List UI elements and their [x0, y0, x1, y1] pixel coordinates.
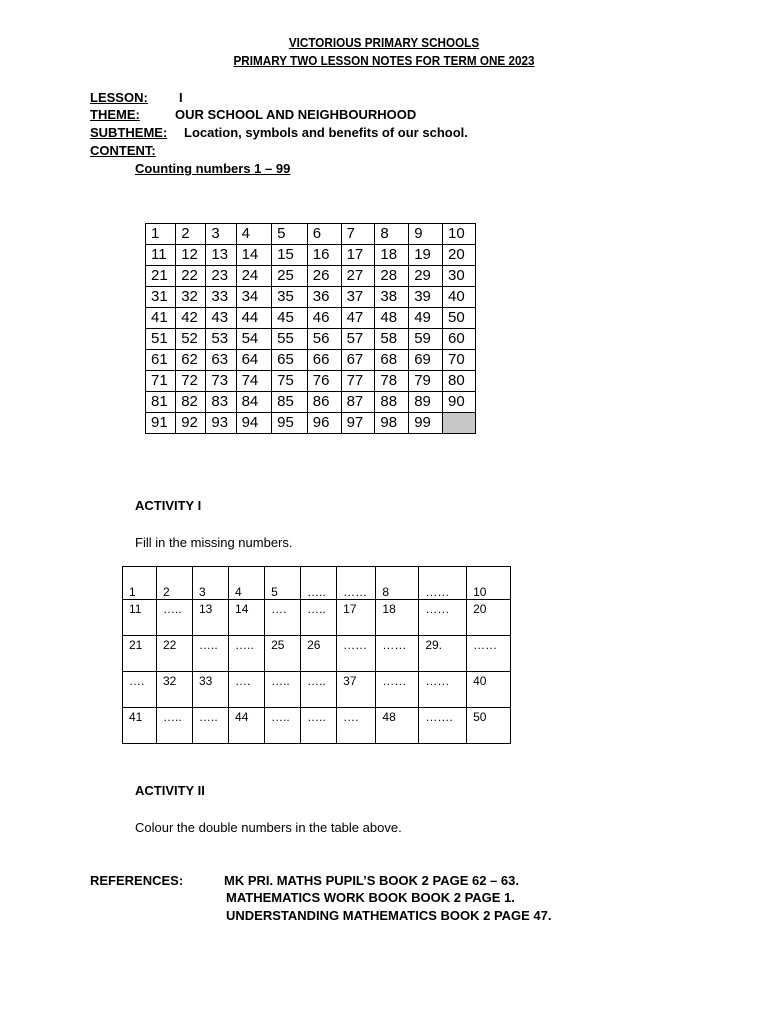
activity-cell: …… [419, 672, 467, 708]
grid-cell: 71 [146, 371, 176, 392]
activity-cell: ….. [301, 672, 337, 708]
activity-cell: 14 [229, 600, 265, 636]
activity-cell: ……. [419, 708, 467, 744]
grid-row [146, 413, 476, 434]
activity2-heading: ACTIVITY II [135, 783, 205, 798]
grid-cell: 86 [307, 392, 341, 413]
grid-cell: 49 [409, 308, 443, 329]
activity-cell: 33 [192, 672, 228, 708]
activity-cell: 4 [229, 567, 265, 600]
grid-cell: 47 [341, 308, 375, 329]
activity-cell: ….. [301, 600, 337, 636]
grid-cell: 84 [236, 392, 272, 413]
grid-cell-shaded [443, 413, 476, 434]
grid-cell: 60 [443, 329, 476, 350]
activity-cell: 2 [156, 567, 192, 600]
activity-cell: ….. [301, 708, 337, 744]
grid-cell: 72 [176, 371, 206, 392]
grid-cell: 35 [272, 287, 308, 308]
grid-cell: 39 [409, 287, 443, 308]
grid-cell: 16 [307, 245, 341, 266]
grid-cell: 11 [146, 245, 176, 266]
grid-cell: 34 [236, 287, 272, 308]
activity-cell: 41 [123, 708, 157, 744]
grid-cell: 46 [307, 308, 341, 329]
references-label: REFERENCES: [90, 873, 184, 888]
activity-cell: …… [376, 672, 419, 708]
grid-cell: 69 [409, 350, 443, 371]
grid-row [146, 329, 476, 350]
grid-cell: 70 [443, 350, 476, 371]
grid-cell: 14 [236, 245, 272, 266]
hundred-grid [145, 223, 476, 434]
activity-cell: 20 [467, 600, 511, 636]
grid-cell: 37 [341, 287, 375, 308]
grid-cell: 36 [307, 287, 341, 308]
grid-cell: 82 [176, 392, 206, 413]
grid-cell: 18 [375, 245, 409, 266]
grid-cell: 30 [443, 266, 476, 287]
activity-cell: 32 [156, 672, 192, 708]
missing-numbers-table [122, 566, 511, 744]
grid-cell: 79 [409, 371, 443, 392]
activity-cell: ….. [156, 708, 192, 744]
grid-cell: 97 [341, 413, 375, 434]
grid-cell: 25 [272, 266, 308, 287]
grid-cell: 17 [341, 245, 375, 266]
grid-cell: 56 [307, 329, 341, 350]
subtheme-value: Location, symbols and benefits of our school. [184, 125, 468, 140]
grid-row [146, 245, 476, 266]
activity-cell: ….. [192, 708, 228, 744]
activity-cell: 10 [467, 567, 511, 600]
subtheme-label: SUBTHEME: [90, 125, 168, 140]
activity-cell: 5 [265, 567, 301, 600]
document-subtitle: PRIMARY TWO LESSON NOTES FOR TERM ONE 2023 [233, 53, 535, 68]
activity-cell: 29. [419, 636, 467, 672]
reference-item: MATHEMATICS WORK BOOK BOOK 2 PAGE 1. [226, 890, 515, 905]
grid-cell: 80 [443, 371, 476, 392]
reference-item: UNDERSTANDING MATHEMATICS BOOK 2 PAGE 47. [226, 908, 552, 923]
activity-cell: ….. [265, 708, 301, 744]
reference-item: MK PRI. MATHS PUPIL’S BOOK 2 PAGE 62 – 63. [224, 873, 519, 888]
grid-row [146, 350, 476, 371]
activity-cell: 22 [156, 636, 192, 672]
grid-cell: 89 [409, 392, 443, 413]
activity-row [123, 600, 511, 636]
grid-cell: 83 [206, 392, 236, 413]
grid-row [146, 224, 476, 245]
activity-cell: …… [337, 636, 376, 672]
content-label: CONTENT: [90, 143, 156, 158]
grid-cell: 90 [443, 392, 476, 413]
grid-cell: 96 [307, 413, 341, 434]
grid-cell: 53 [206, 329, 236, 350]
grid-cell: 31 [146, 287, 176, 308]
grid-cell: 24 [236, 266, 272, 287]
grid-cell: 50 [443, 308, 476, 329]
activity-cell: ….. [156, 600, 192, 636]
grid-cell: 59 [409, 329, 443, 350]
grid-cell: 58 [375, 329, 409, 350]
grid-cell: 26 [307, 266, 341, 287]
grid-cell: 67 [341, 350, 375, 371]
grid-cell: 62 [176, 350, 206, 371]
grid-cell: 4 [236, 224, 272, 245]
activity-cell: 11 [123, 600, 157, 636]
grid-cell: 92 [176, 413, 206, 434]
lesson-label: LESSON: [90, 90, 148, 105]
grid-cell: 61 [146, 350, 176, 371]
activity-cell: …… [419, 600, 467, 636]
theme-label: THEME: [90, 107, 140, 122]
grid-cell: 44 [236, 308, 272, 329]
activity-cell: ….. [192, 636, 228, 672]
activity-row [123, 708, 511, 744]
grid-cell: 99 [409, 413, 443, 434]
grid-cell: 27 [341, 266, 375, 287]
grid-cell: 51 [146, 329, 176, 350]
grid-cell: 8 [375, 224, 409, 245]
school-title: VICTORIOUS PRIMARY SCHOOLS [288, 35, 480, 50]
activity-cell: 50 [467, 708, 511, 744]
grid-cell: 77 [341, 371, 375, 392]
activity-cell: 48 [376, 708, 419, 744]
activity1-heading: ACTIVITY I [135, 498, 202, 513]
activity-cell: 37 [337, 672, 376, 708]
activity-cell: …. [123, 672, 157, 708]
activity-cell: 40 [467, 672, 511, 708]
grid-cell: 40 [443, 287, 476, 308]
grid-cell: 75 [272, 371, 308, 392]
activity-cell: ….. [265, 672, 301, 708]
content-value: Counting numbers 1 – 99 [135, 161, 291, 176]
grid-cell: 94 [236, 413, 272, 434]
grid-cell: 1 [146, 224, 176, 245]
grid-cell: 63 [206, 350, 236, 371]
grid-cell: 23 [206, 266, 236, 287]
grid-cell: 78 [375, 371, 409, 392]
activity-cell: …… [467, 636, 511, 672]
activity-cell: …… [419, 567, 467, 600]
activity-row [123, 567, 511, 600]
grid-row [146, 371, 476, 392]
lesson-value: I [179, 90, 183, 105]
grid-row [146, 266, 476, 287]
grid-cell: 57 [341, 329, 375, 350]
grid-cell: 19 [409, 245, 443, 266]
grid-cell: 15 [272, 245, 308, 266]
activity-cell: …. [337, 708, 376, 744]
grid-cell: 29 [409, 266, 443, 287]
grid-cell: 68 [375, 350, 409, 371]
activity-cell: 26 [301, 636, 337, 672]
activity-cell: 18 [376, 600, 419, 636]
activity-cell: …… [337, 567, 376, 600]
activity-cell: 21 [123, 636, 157, 672]
activity-cell: ….. [301, 567, 337, 600]
grid-cell: 13 [206, 245, 236, 266]
grid-cell: 73 [206, 371, 236, 392]
grid-cell: 20 [443, 245, 476, 266]
activity-cell: 3 [192, 567, 228, 600]
grid-cell: 28 [375, 266, 409, 287]
grid-cell: 2 [176, 224, 206, 245]
grid-cell: 6 [307, 224, 341, 245]
grid-cell: 10 [443, 224, 476, 245]
activity-cell: 25 [265, 636, 301, 672]
grid-cell: 41 [146, 308, 176, 329]
grid-cell: 32 [176, 287, 206, 308]
activity-cell: 13 [192, 600, 228, 636]
activity-cell: 1 [123, 567, 157, 600]
grid-cell: 7 [341, 224, 375, 245]
activity2-instruction: Colour the double numbers in the table above. [135, 820, 402, 835]
activity-cell: 8 [376, 567, 419, 600]
grid-cell: 81 [146, 392, 176, 413]
activity-cell: …… [376, 636, 419, 672]
grid-cell: 76 [307, 371, 341, 392]
grid-cell: 5 [272, 224, 308, 245]
grid-cell: 65 [272, 350, 308, 371]
grid-row [146, 287, 476, 308]
grid-cell: 22 [176, 266, 206, 287]
grid-cell: 42 [176, 308, 206, 329]
grid-cell: 21 [146, 266, 176, 287]
grid-cell: 33 [206, 287, 236, 308]
grid-cell: 52 [176, 329, 206, 350]
activity-cell: 17 [337, 600, 376, 636]
grid-cell: 93 [206, 413, 236, 434]
grid-cell: 91 [146, 413, 176, 434]
grid-cell: 48 [375, 308, 409, 329]
grid-cell: 88 [375, 392, 409, 413]
grid-cell: 98 [375, 413, 409, 434]
grid-row [146, 392, 476, 413]
grid-cell: 38 [375, 287, 409, 308]
activity-cell: …. [265, 600, 301, 636]
grid-cell: 95 [272, 413, 308, 434]
activity-row [123, 636, 511, 672]
grid-cell: 3 [206, 224, 236, 245]
grid-cell: 66 [307, 350, 341, 371]
activity-cell: ….. [229, 636, 265, 672]
grid-cell: 87 [341, 392, 375, 413]
grid-cell: 54 [236, 329, 272, 350]
activity-cell: …. [229, 672, 265, 708]
grid-cell: 45 [272, 308, 308, 329]
grid-cell: 55 [272, 329, 308, 350]
grid-cell: 85 [272, 392, 308, 413]
grid-cell: 64 [236, 350, 272, 371]
grid-cell: 43 [206, 308, 236, 329]
activity-cell: 44 [229, 708, 265, 744]
grid-row [146, 308, 476, 329]
activity-row [123, 672, 511, 708]
theme-value: OUR SCHOOL AND NEIGHBOURHOOD [175, 107, 417, 122]
activity1-instruction: Fill in the missing numbers. [135, 535, 293, 550]
grid-cell: 74 [236, 371, 272, 392]
grid-cell: 12 [176, 245, 206, 266]
grid-cell: 9 [409, 224, 443, 245]
